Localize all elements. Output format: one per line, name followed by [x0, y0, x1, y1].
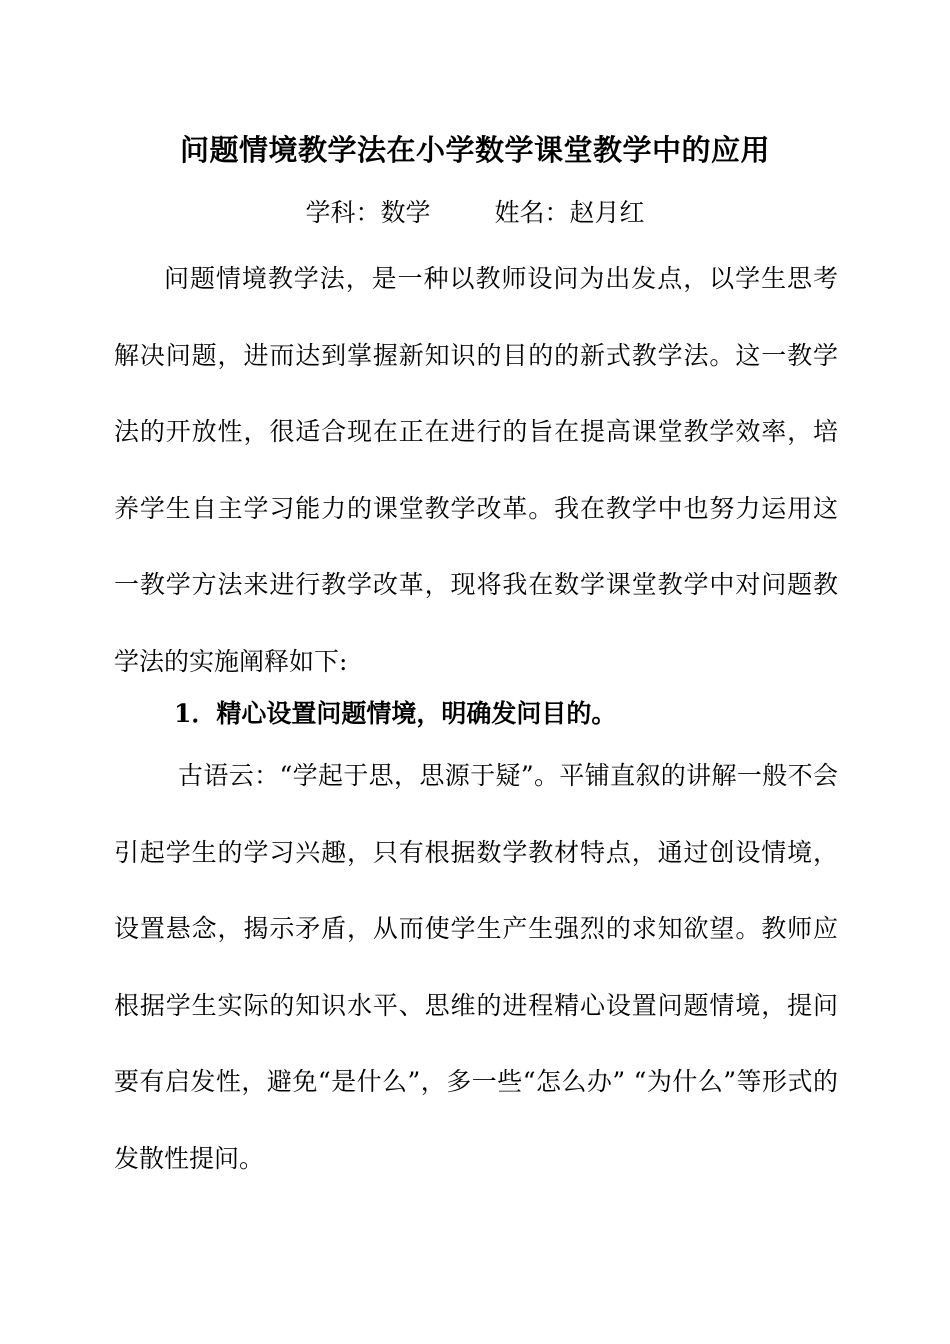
intro-paragraph: 问题情境教学法，是一种以教师设问为出发点，以学生思考解决问题，进而达到掌握新知识的目的的新式教学法。这一教学法的开放性，很适合现在正在进行的旨在提高课堂教学效率，培养学生自主学习能力的课堂教学改革。我在教学中也努力运用这一教学方法来进行教学改革，现将我在数学课堂教学中对问题教学法的实施阐释如下:: [114, 264, 838, 676]
subject-label: 学科：数学: [305, 198, 431, 227]
author-byline: [0, 193, 950, 233]
document-title: 问题情境教学法在小学数学课堂教学中的应用: [179, 133, 770, 167]
section-1-paragraph: 古语云：“学起于思，思源于疑”。平铺直叙的讲解一般不会引起学生的学习兴趣，只有根据数学教材特点，通过创设情境，设置悬念，揭示矛盾，从而使学生产生强烈的求知欲望。教师应根据学生实际的知识水平、思维的进程精心设置问题情境，提问要有启发性，避免“是什么”，多一些“怎么办” “为什么”等形式的发散性提问。: [114, 761, 838, 1173]
section-heading-1: 1．精心设置问题情境，明确发问目的。: [174, 699, 617, 728]
author-name: 姓名：赵月红: [494, 198, 645, 227]
